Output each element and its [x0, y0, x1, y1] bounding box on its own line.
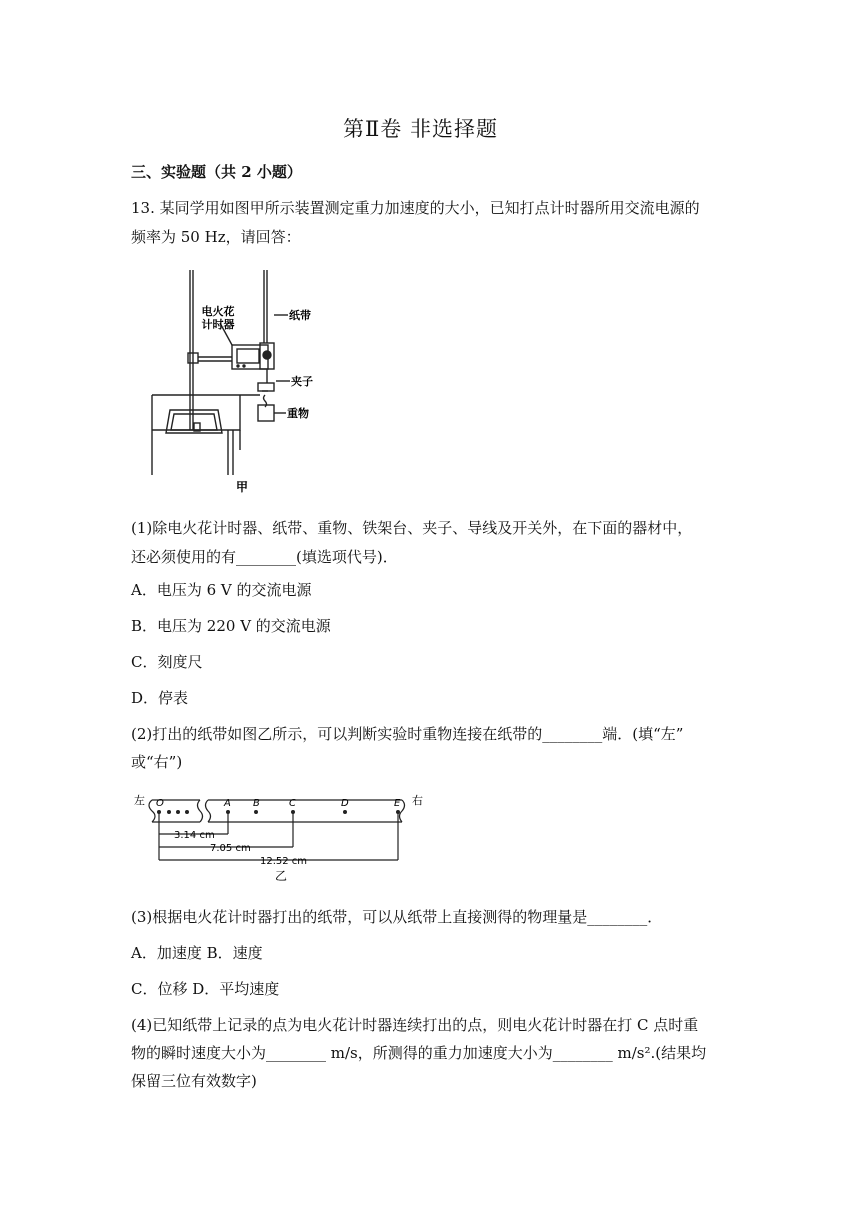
p2-line2: 或“右”): [131, 753, 183, 771]
distance-oa: 3.14 cm: [174, 830, 215, 841]
point-label-A: A: [224, 798, 231, 809]
label-timer-2: 计时器: [201, 318, 235, 331]
q13-stem-line2: 频率为 50 Hz，请回答：: [131, 228, 301, 246]
tape-left-label: 左: [134, 794, 145, 807]
point-label-E: E: [394, 798, 401, 809]
p1-option-b: B．电压为 220 V 的交流电源: [131, 617, 331, 635]
label-tape: 纸带: [289, 309, 311, 322]
p3-options-ab: A．加速度 B．速度: [131, 944, 263, 962]
point-label-B: B: [253, 798, 260, 809]
figure-tape: [130, 790, 440, 885]
p4-line2: 物的瞬时速度大小为________ m/s，所测得的重力加速度大小为________ m/s².(结果均: [131, 1044, 707, 1062]
p1-option-c: C．刻度尺: [131, 653, 203, 671]
point-label-C: C: [289, 798, 296, 809]
point-label-D: D: [341, 798, 349, 809]
label-weight: 重物: [287, 407, 309, 420]
figure-caption-yi: 乙: [275, 869, 288, 883]
figure-caption-jia: 甲: [236, 480, 249, 494]
section-heading: 三、实验题（共 2 小题）: [131, 163, 302, 181]
p4-line1: (4)已知纸带上记录的点为电火花计时器连续打出的点，则电火花计时器在打 C 点时重: [131, 1016, 699, 1034]
p3-options-cd: C．位移 D．平均速度: [131, 980, 280, 998]
p3-line1: (3)根据电火花计时器打出的纸带，可以从纸带上直接测得的物理量是________．: [131, 908, 663, 926]
distance-oc: 7.05 cm: [210, 843, 251, 854]
point-label-O: O: [156, 798, 164, 809]
p1-line2: 还必须使用的有________(填选项代号)．: [131, 548, 398, 566]
p1-line1: (1)除电火花计时器、纸带、重物、铁架台、夹子、导线及开关外，在下面的器材中，: [131, 519, 693, 537]
page-title: 第Ⅱ卷 非选择题: [343, 117, 498, 141]
tape-right-label: 右: [412, 794, 423, 807]
label-clip: 夹子: [291, 375, 313, 388]
distance-oe: 12.52 cm: [260, 856, 308, 867]
p2-line1: (2)打出的纸带如图乙所示，可以判断实验时重物连接在纸带的________端．(填“左”: [131, 725, 684, 743]
q13-stem-line1: 13. 某同学用如图甲所示装置测定重力加速度的大小，已知打点计时器所用交流电源的: [131, 199, 700, 217]
p1-option-d: D．停表: [131, 689, 189, 707]
p4-line3: 保留三位有效数字): [131, 1072, 257, 1090]
label-timer-1: 电火花: [201, 305, 235, 318]
figure-apparatus: [140, 265, 360, 495]
p1-option-a: A．电压为 6 V 的交流电源: [131, 581, 312, 599]
